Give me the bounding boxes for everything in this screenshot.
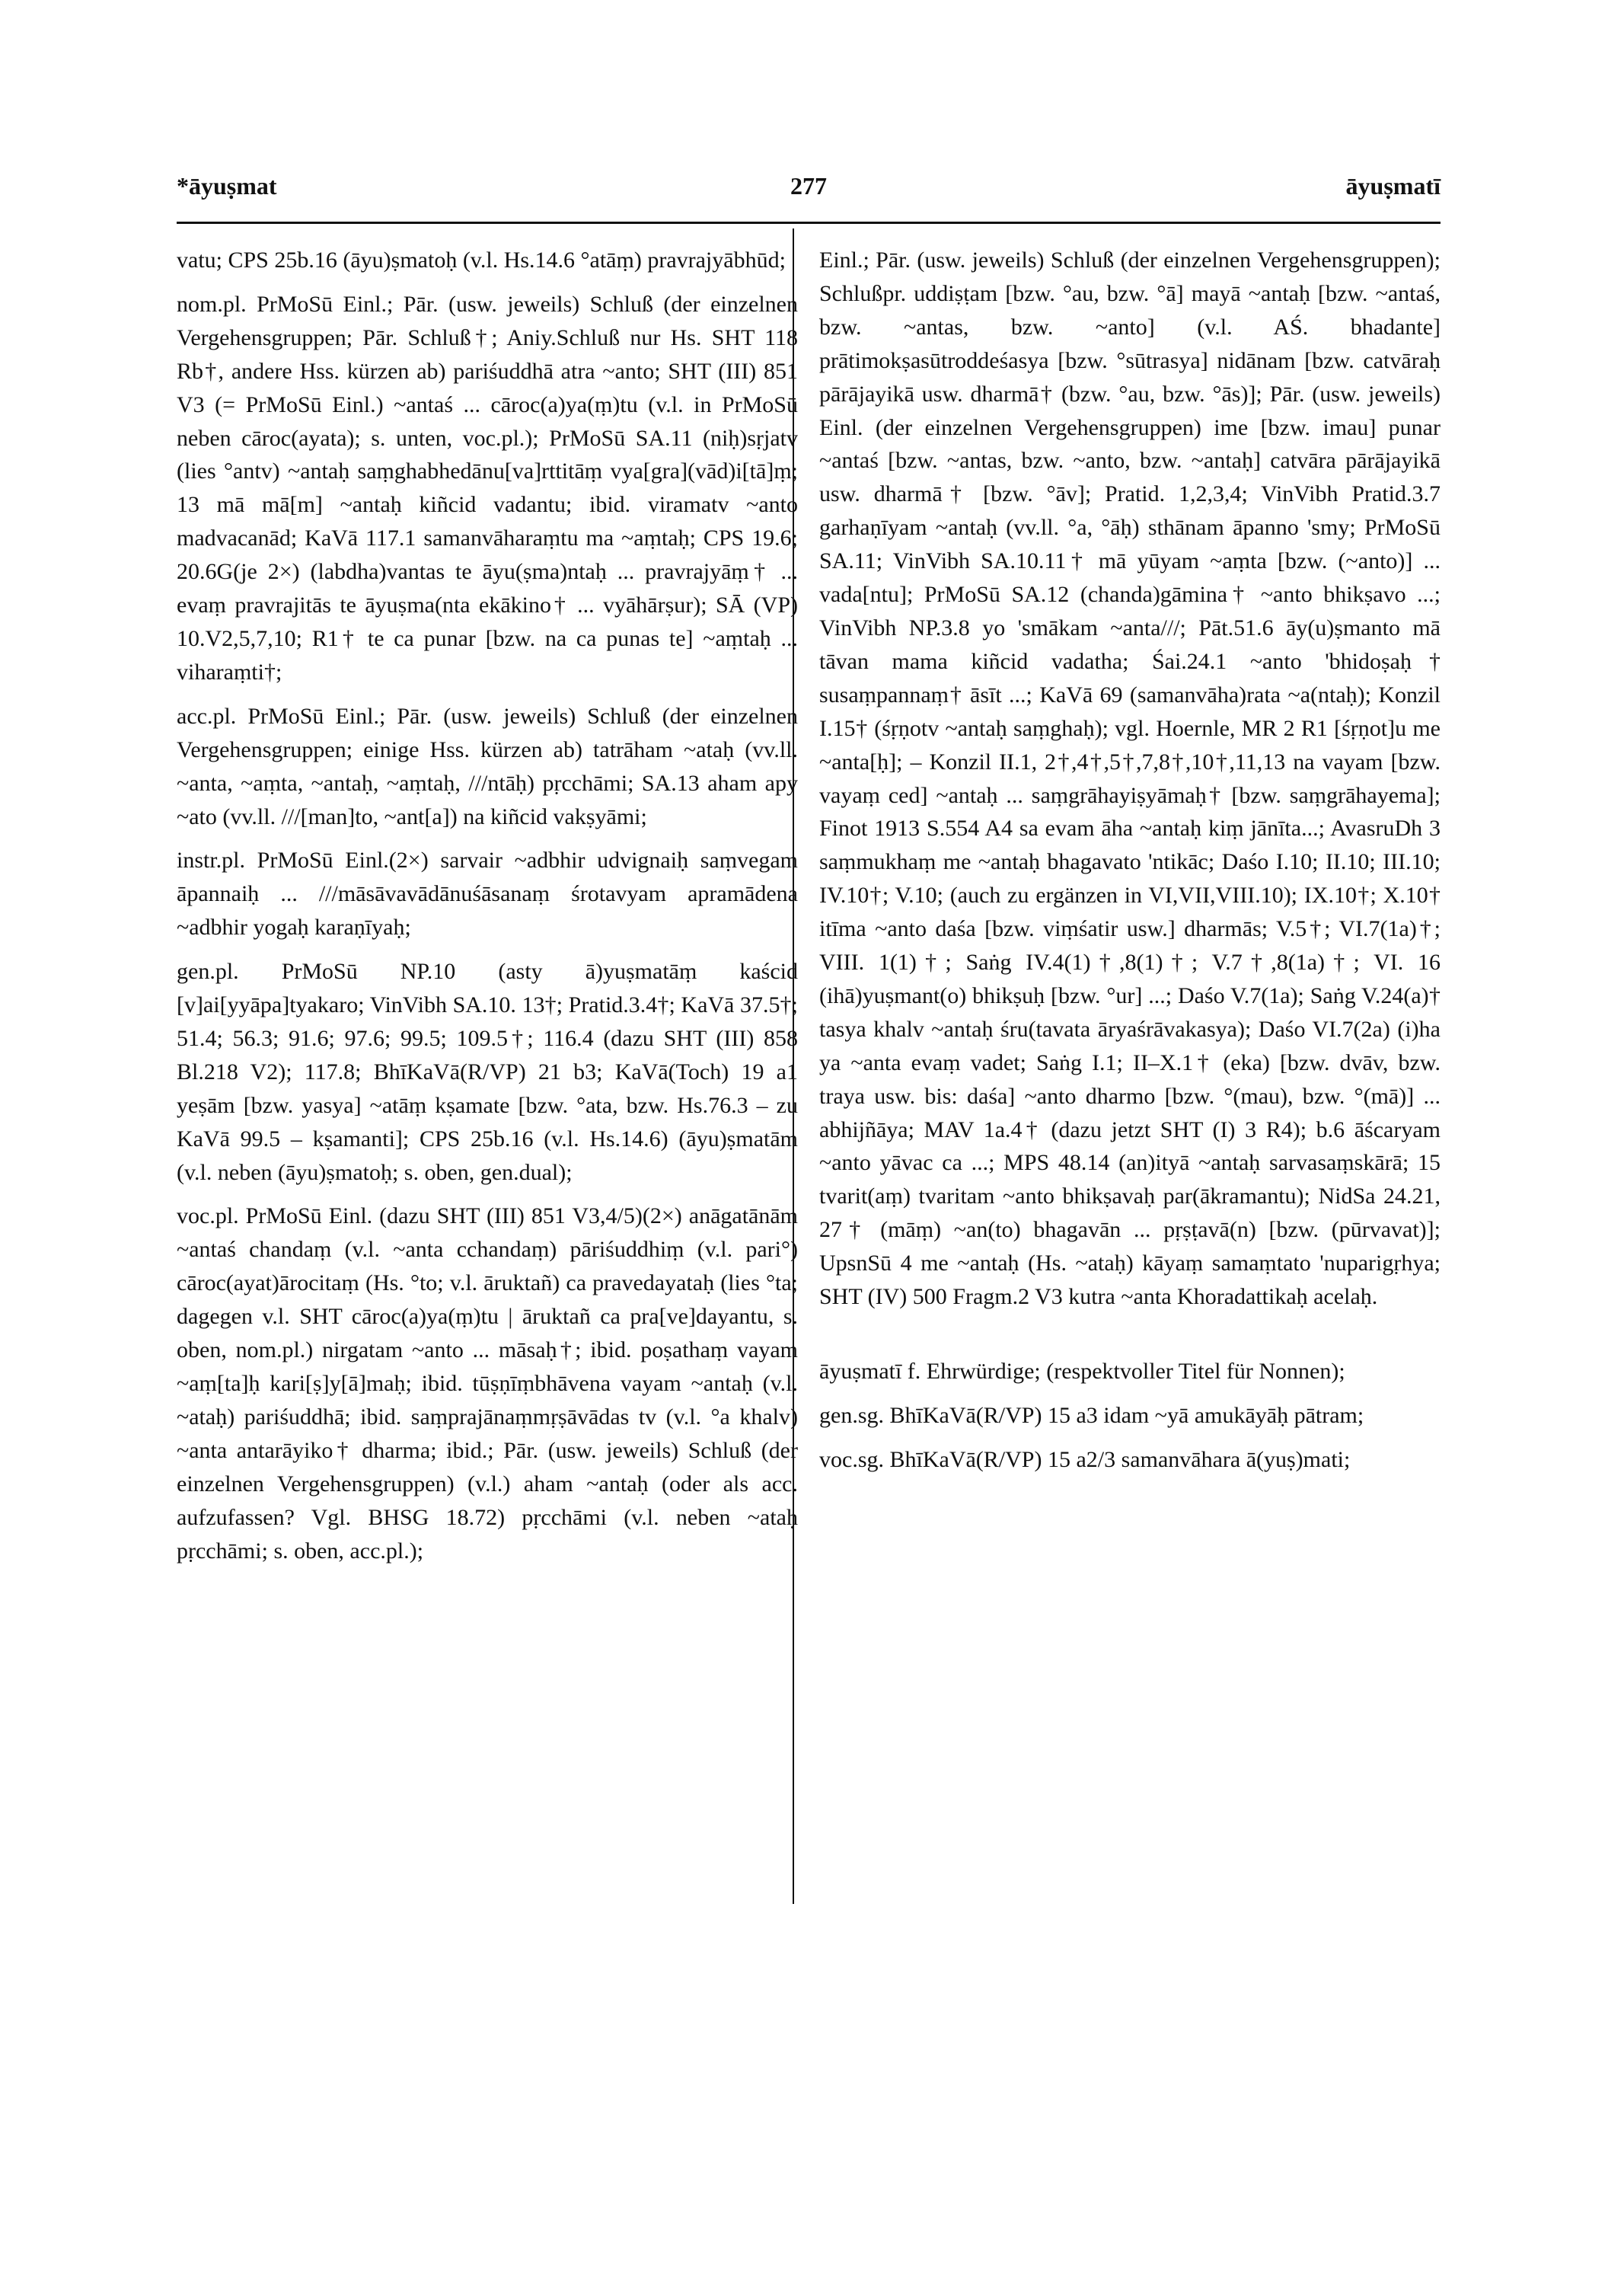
entry-paragraph-gen-sg: gen.sg. BhīKaVā(R/VP) 15 a3 idam ~yā amukāyāḥ pātram; [819, 1402, 1364, 1428]
entry-paragraph-instr-pl: instr.pl. PrMoSū Einl.(2×) sarvair ~adbhir udvignaiḥ saṃvegam āpannaiḥ ... ///māsāvavādānuśāsanaṃ śrotavyam apramādena ~adbhir yogaḥ karaṇīyaḥ; [177, 848, 798, 941]
entry-paragraph-voc-pl: voc.pl. PrMoSū Einl. (dazu SHT (III) 851 V3,4/5)(2×) anāgatānām ~antaś chandaṃ (v.l. ~anta cchandaṃ) pāriśuddhiṃ (v.l. pari°) cāroc(ayat)ārocitaṃ (Hs. °to; v.l. āruktañ) ca pravedayataḥ (lies °ta; dagegen v.l. SHT cāroc(a)ya(ṃ)tu | āruktañ ca pra[ve]dayantu, s. oben, nom.pl.) nirgatam ~anto ... māsaḥ†; ibid. poṣathaṃ vayam ~aṃ[ta]ḥ kari[ṣ]y[ā]maḥ; ibid. tūṣṇīṃbhāvena vayam ~antaḥ (v.l. ~ataḥ) pariśuddhā; ibid. saṃprajānaṃmṛṣāvādas tv (v.l. °a khalv) ~anta antarāyiko† dharma; ibid.; Pār. (usw. jeweils) Schluß (der einzelnen Vergehensgruppen) (v.l.) aham ~antaḥ (oder als acc. aufzufassen? Vgl. BHSG 18.72) pṛcchāmi (v.l. neben ~ataḥ pṛcchāmi; s. oben, acc.pl.); [177, 1203, 798, 1564]
headword-entry-ayusmati: āyuṣmatī f. Ehrwürdige; (respektvoller Titel für Nonnen); [819, 1359, 1345, 1384]
left-column [177, 244, 798, 1578]
right-column [819, 244, 1441, 1487]
entry-paragraph-vatu: vatu; CPS 25b.16 (āyu)ṣmatoḥ (v.l. Hs.14.6 °atāṃ) pravrajyābhūd; [177, 248, 786, 273]
entry-paragraph-voc-sg: voc.sg. BhīKaVā(R/VP) 15 a2/3 samanvāhara ā(yuṣ)mati; [819, 1446, 1351, 1472]
page-header [177, 172, 1441, 210]
entry-paragraph-nom-pl: nom.pl. PrMoSū Einl.; Pār. (usw. jeweils) Schluß (der einzelnen Vergehensgruppen; Pār. Schluß†; Aniy.Schluß nur Hs. SHT 118 Rb†, andere Hss. kürzen ab) pariśuddhā atra ~anto; SHT (III) 851 V3 (= PrMoSū Einl.) ~antaś ... cāroc(a)ya(ṃ)tu (v.l. in PrMoSū neben cāroc(ayata); s. unten, voc.pl.); PrMoSū SA.11 (niḥ)sṛjatv (lies °antv) ~antaḥ saṃghabhedānu[va]rttitāṃ vya[gra](vād)i[tā]ṃ; 13 mā mā[m] ~antaḥ kiñcid vadantu; ibid. viramatv ~anto madvacanād; KaVā 117.1 samanvāharaṃtu ma ~aṃtaḥ; CPS 19.6; 20.6G(je 2×) (labdha)vantas te āyu(ṣma)ntaḥ ... pravrajyāṃ† ... evaṃ pravrajitās te āyuṣma(nta ekākino† ... vyāhārṣur); SĀ (VP) 10.V2,5,7,10; R1† te ca punar [bzw. na ca punas te] ~aṃtaḥ ... viharaṃti†; [177, 291, 798, 685]
entry-paragraph-continuation: Einl.; Pār. (usw. jeweils) Schluß (der einzelnen Vergehensgruppen); Schlußpr. uddiṣṭam [bzw. °au, bzw. °ā] mayā ~antaḥ [bzw. ~antaś, bzw. ~antas, bzw. ~anto] (v.l. AŚ. bhadante] prātimokṣasūtroddeśasya [bzw. °sūtrasya] nidānam [bzw. catvāraḥ pārājayikā usw. dharmā† (bzw. °au, bzw. °ās)]; Pār. (usw. jeweils) Einl. (der einzelnen Vergehensgruppen) ime [bzw. imau] punar ~antaś [bzw. ~antas, bzw. ~anto, bzw. ~antaḥ] catvāra pārājayikā usw. dharmā† [bzw. °āv]; Pratid. 1,2,3,4; VinVibh Pratid.3.7 garhaṇīyam ~antaḥ (vv.ll. °a, °āḥ) sthānam āpanno 'smy; PrMoSū SA.11; VinVibh SA.10.11† mā yūyam ~aṃta [bzw. (~anto)] ... vada[ntu]; PrMoSū SA.12 (chanda)gāmina† ~anto bhikṣavo ...; VinVibh NP.3.8 yo 'smākam ~anta///; Pāt.51.6 āy(u)ṣmanto mā tāvan mama kiñcid vadatha; Śai.24.1 ~anto 'bhidoṣaḥ† susaṃpannaṃ† āsīt ...; KaVā 69 (samanvāha)rata ~a(ntaḥ); Konzil I.15† (śṛṇotv ~antaḥ saṃghaḥ); vgl. Hoernle, MR 2 R1 [śṛṇot]u me ~anta[ḥ]; – Konzil II.1, 2†,4†,5†,7,8†,10†,11,13 na vayam [bzw. vayaṃ ced] ~antaḥ ... saṃgrāhayiṣyāmaḥ† [bzw. saṃgrāhayema]; Finot 1913 S.554 A4 sa evam āha ~antaḥ kiṃ jānīta...; AvasruDh 3 saṃmukhaṃ me ~antaḥ bhagavato 'ntikāc; Daśo I.10; II.10; III.10; IV.10†; V.10; (auch zu ergänzen in VI,VII,VIII.10); IX.10†; X.10† itīma ~anto daśa [bzw. viṃśatir usw.] dharmās; V.5†; VI.7(1a)†; VIII. 1(1)†; Saṅg IV.4(1)†,8(1)†; V.7†,8(1a)†; VI. 16 (ihā)yuṣmant(o) bhikṣuḥ [bzw. °ur] ...; Daśo V.7(1a); Saṅg V.24(a)† tasya khalv ~antaḥ śru(tavata āryaśrāvakasya); Daśo VI.7(2a) (i)ha ya ~anta evaṃ vadet; Saṅg I.1; II–X.1† (eka) [bzw. dvāv, bzw. traya usw. bis: daśa] ~anto dharmo [bzw. °(mau), bzw. °(mā)] ... abhijñāya; MAV 1a.4† (dazu jetzt SHT (I) 3 R4); b.6 āścaryam ~anto yāvac ca ...; MPS 48.14 (an)ityā ~antaḥ sarvasaṃskārā; 15 tvarit(aṃ) tvaritam ~anto bhikṣavaḥ par(ākramantu); NidSa 24.21, 27† (māṃ) ~an(to) bhagavān ... pṛṣṭavā(n) [bzw. (pūrvavat)]; UpsnSū 4 me ~antaḥ (Hs. ~ataḥ) kāyaṃ samaṃtato 'nuparigṛhya; SHT (IV) 500 Fragm.2 V3 kutra ~anta Khoradattikaḥ acelaḥ. [819, 248, 1441, 1310]
entry-paragraph-gen-pl: gen.pl. PrMoSū NP.10 (asty ā)yuṣmatāṃ kaścid [v]ai[yyāpa]tyakaro; VinVibh SA.10. 13†; Pratid.3.4†; KaVā 37.5†; 51.4; 56.3; 91.6; 97.6; 99.5; 109.5†; 116.4 (dazu SHT (III) 858 Bl.218 V2); 117.8; BhīKaVā(R/VP) 21 b3; KaVā(Toch) 19 a1 yeṣām [bzw. yasya] ~atāṃ kṣamate [bzw. °ata, bzw. Hs.76.3 – zu KaVā 99.5 – kṣamanti]; CPS 25b.16 (v.l. Hs.14.6) (āyu)ṣmatām (v.l. neben (āyu)ṣmatoḥ; s. oben, gen.dual); [177, 959, 798, 1185]
header-right-headword: āyuṣmatī [1345, 172, 1441, 200]
header-rule [177, 222, 1441, 224]
page-number: 277 [790, 172, 827, 200]
entry-paragraph-acc-pl: acc.pl. PrMoSū Einl.; Pār. (usw. jeweils) Schluß (der einzelnen Vergehensgruppen; einige Hss. kürzen ab) tatrāham ~ataḥ (vv.ll. ~anta, ~aṃta, ~antaḥ, ~aṃtaḥ, ///ntāḥ) pṛcchāmi; SA.13 aham apy ~ato (vv.ll. ///[man]to, ~ant[a]) na kiñcid vakṣyāmi; [177, 703, 798, 829]
header-left-headword: *āyuṣmat [177, 172, 277, 200]
